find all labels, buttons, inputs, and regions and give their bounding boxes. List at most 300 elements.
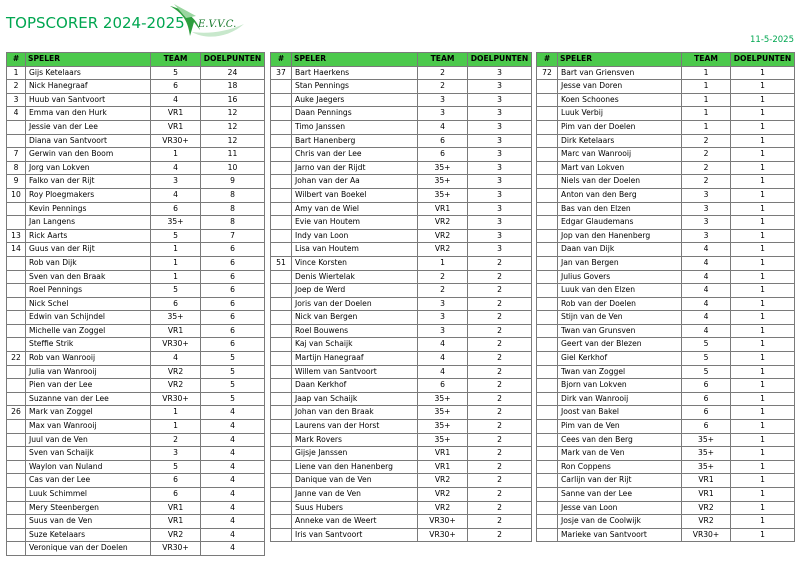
goals-cell: 1 xyxy=(731,229,795,243)
goals-cell: 1 xyxy=(731,515,795,529)
team-cell: 6 xyxy=(151,80,201,94)
goals-cell: 5 xyxy=(201,379,265,393)
goals-cell: 11 xyxy=(201,148,265,162)
goals-cell: 9 xyxy=(201,175,265,189)
goals-cell: 2 xyxy=(468,460,532,474)
table-row xyxy=(271,406,532,420)
rank-cell: 2 xyxy=(7,80,26,94)
player-name: Sven van Schaijk xyxy=(26,447,151,461)
goals-cell: 4 xyxy=(201,420,265,434)
goals-cell: 1 xyxy=(731,243,795,257)
team-cell: 6 xyxy=(418,379,468,393)
goals-cell: 4 xyxy=(201,501,265,515)
rank-cell xyxy=(7,460,26,474)
rank-cell: 4 xyxy=(7,107,26,121)
player-name: Daan van Dijk xyxy=(558,243,682,257)
team-cell: 2 xyxy=(682,175,731,189)
rank-cell xyxy=(537,93,558,107)
table-row xyxy=(537,229,795,243)
player-name: Giel Kerkhof xyxy=(558,352,682,366)
goals-cell: 1 xyxy=(731,365,795,379)
player-name: Rob van Wanrooij xyxy=(26,352,151,366)
player-name: Jesse van Doren xyxy=(558,80,682,94)
goals-cell: 1 xyxy=(731,488,795,502)
team-cell: VR2 xyxy=(682,501,731,515)
header-team: TEAM xyxy=(682,53,731,67)
team-cell: 1 xyxy=(682,93,731,107)
player-name: Edwin van Schijndel xyxy=(26,311,151,325)
table-row xyxy=(537,243,795,257)
team-cell: VR1 xyxy=(151,515,201,529)
goals-cell: 1 xyxy=(731,93,795,107)
player-name: Liene van den Hanenberg xyxy=(292,460,418,474)
player-name: Jop van den Hanenberg xyxy=(558,229,682,243)
goals-cell: 3 xyxy=(468,161,532,175)
table-row xyxy=(271,352,532,366)
rank-cell xyxy=(7,365,26,379)
player-name: Michelle van Zoggel xyxy=(26,324,151,338)
goals-cell: 4 xyxy=(201,488,265,502)
table-row xyxy=(537,202,795,216)
rank-cell xyxy=(271,379,292,393)
table-row xyxy=(271,161,532,175)
player-name: Jan van Bergen xyxy=(558,256,682,270)
player-name: Roel Pennings xyxy=(26,284,151,298)
rank-cell xyxy=(271,188,292,202)
table-row xyxy=(271,474,532,488)
rank-cell xyxy=(537,202,558,216)
player-name: Johan van den Braak xyxy=(292,406,418,420)
player-name: Waylon van Nuland xyxy=(26,460,151,474)
rank-cell xyxy=(7,202,26,216)
team-cell: 1 xyxy=(682,120,731,134)
team-cell: VR30+ xyxy=(418,528,468,542)
player-name: Chris van der Lee xyxy=(292,148,418,162)
team-cell: 35+ xyxy=(418,406,468,420)
team-cell: 3 xyxy=(682,229,731,243)
header-goals: DOELPUNTEN xyxy=(468,53,532,67)
player-name: Roel Bouwens xyxy=(292,324,418,338)
goals-cell: 2 xyxy=(468,406,532,420)
goals-cell: 6 xyxy=(201,297,265,311)
rank-cell xyxy=(271,161,292,175)
table-row xyxy=(271,447,532,461)
table-row xyxy=(7,324,265,338)
rank-cell xyxy=(537,433,558,447)
rank-cell xyxy=(271,134,292,148)
rank-cell xyxy=(7,447,26,461)
header-team: TEAM xyxy=(418,53,468,67)
table-row xyxy=(271,501,532,515)
player-name: Luuk Schimmel xyxy=(26,488,151,502)
table-row xyxy=(537,515,795,529)
scorer-table-3 xyxy=(536,52,795,542)
table-row xyxy=(537,148,795,162)
player-name: Lisa van Houtem xyxy=(292,243,418,257)
table-row xyxy=(271,392,532,406)
rank-cell xyxy=(537,120,558,134)
table-row xyxy=(537,379,795,393)
rank-cell: 13 xyxy=(7,229,26,243)
goals-cell: 6 xyxy=(201,324,265,338)
goals-cell: 2 xyxy=(468,379,532,393)
rank-cell xyxy=(7,256,26,270)
team-cell: 5 xyxy=(682,352,731,366)
rank-cell xyxy=(271,202,292,216)
table-row xyxy=(7,365,265,379)
goals-cell: 3 xyxy=(468,175,532,189)
table-row xyxy=(271,148,532,162)
goals-cell: 8 xyxy=(201,188,265,202)
goals-cell: 1 xyxy=(731,392,795,406)
goals-cell: 2 xyxy=(468,365,532,379)
team-cell: 35+ xyxy=(418,175,468,189)
player-name: Rob van der Doelen xyxy=(558,297,682,311)
table-row xyxy=(271,528,532,542)
table-row xyxy=(7,161,265,175)
team-cell: VR2 xyxy=(151,365,201,379)
goals-cell: 2 xyxy=(468,501,532,515)
team-cell: 1 xyxy=(151,148,201,162)
rank-cell: 7 xyxy=(7,148,26,162)
table-row xyxy=(271,216,532,230)
table-row xyxy=(7,542,265,556)
goals-cell: 1 xyxy=(731,188,795,202)
header-goals: DOELPUNTEN xyxy=(731,53,795,67)
player-name: Willem van Santvoort xyxy=(292,365,418,379)
goals-cell: 1 xyxy=(731,460,795,474)
goals-cell: 18 xyxy=(201,80,265,94)
table-row xyxy=(7,134,265,148)
goals-cell: 5 xyxy=(201,365,265,379)
table-row xyxy=(7,216,265,230)
player-name: Johan van der Aa xyxy=(292,175,418,189)
team-cell: VR1 xyxy=(418,202,468,216)
rank-cell xyxy=(7,297,26,311)
team-cell: 6 xyxy=(418,134,468,148)
table-row xyxy=(271,188,532,202)
team-cell: VR30+ xyxy=(151,134,201,148)
table-row xyxy=(7,515,265,529)
goals-cell: 4 xyxy=(201,433,265,447)
goals-cell: 3 xyxy=(468,107,532,121)
player-name: Bart Haerkens xyxy=(292,66,418,80)
goals-cell: 1 xyxy=(731,447,795,461)
player-name: Suzanne van der Lee xyxy=(26,392,151,406)
goals-cell: 4 xyxy=(201,460,265,474)
team-cell: VR2 xyxy=(151,379,201,393)
rank-cell xyxy=(537,352,558,366)
team-cell: 1 xyxy=(151,270,201,284)
player-name: Mark Rovers xyxy=(292,433,418,447)
goals-cell: 3 xyxy=(468,202,532,216)
table-row xyxy=(537,93,795,107)
player-name: Ron Coppens xyxy=(558,460,682,474)
rank-cell xyxy=(7,474,26,488)
player-name: Dirk Ketelaars xyxy=(558,134,682,148)
rank-cell: 37 xyxy=(271,66,292,80)
rank-cell xyxy=(271,460,292,474)
team-cell: 4 xyxy=(682,284,731,298)
table-row xyxy=(271,202,532,216)
rank-cell xyxy=(271,324,292,338)
goals-cell: 12 xyxy=(201,134,265,148)
rank-cell: 8 xyxy=(7,161,26,175)
goals-cell: 1 xyxy=(731,148,795,162)
team-cell: VR2 xyxy=(418,501,468,515)
team-cell: 4 xyxy=(682,270,731,284)
team-cell: VR30+ xyxy=(418,515,468,529)
rank-cell xyxy=(537,420,558,434)
rank-cell xyxy=(271,120,292,134)
rank-cell xyxy=(537,297,558,311)
team-cell: 1 xyxy=(682,107,731,121)
team-cell: 4 xyxy=(682,324,731,338)
rank-cell xyxy=(537,243,558,257)
goals-cell: 4 xyxy=(201,542,265,556)
team-cell: 3 xyxy=(418,324,468,338)
rank-cell xyxy=(271,515,292,529)
table-row xyxy=(271,120,532,134)
team-cell: VR2 xyxy=(418,243,468,257)
team-cell: 6 xyxy=(151,202,201,216)
table-row xyxy=(271,379,532,393)
rank-cell: 1 xyxy=(7,66,26,80)
team-cell: 4 xyxy=(682,297,731,311)
team-cell: VR30+ xyxy=(151,542,201,556)
goals-cell: 1 xyxy=(731,107,795,121)
player-name: Mark van de Ven xyxy=(558,447,682,461)
page-title: TOPSCORER 2024-2025 xyxy=(6,14,185,32)
player-name: Huub van Santvoort xyxy=(26,93,151,107)
goals-cell: 1 xyxy=(731,379,795,393)
goals-cell: 2 xyxy=(468,392,532,406)
table-row xyxy=(537,392,795,406)
team-cell: 3 xyxy=(418,107,468,121)
team-cell: VR1 xyxy=(682,474,731,488)
table-row xyxy=(271,311,532,325)
rank-cell xyxy=(7,392,26,406)
team-cell: VR1 xyxy=(151,120,201,134)
goals-cell: 3 xyxy=(468,66,532,80)
player-name: Steffie Strik xyxy=(26,338,151,352)
player-name: Kevin Pennings xyxy=(26,202,151,216)
rank-cell xyxy=(537,284,558,298)
goals-cell: 3 xyxy=(468,229,532,243)
player-name: Cees van den Berg xyxy=(558,433,682,447)
rank-cell xyxy=(537,365,558,379)
rank-cell xyxy=(537,501,558,515)
team-cell: 4 xyxy=(151,188,201,202)
team-cell: 1 xyxy=(682,80,731,94)
team-cell: VR2 xyxy=(418,474,468,488)
player-name: Laurens van der Horst xyxy=(292,420,418,434)
goals-cell: 1 xyxy=(731,161,795,175)
header-rank: # xyxy=(7,53,26,67)
team-cell: 35+ xyxy=(418,420,468,434)
rank-cell xyxy=(271,311,292,325)
team-cell: 2 xyxy=(682,161,731,175)
team-cell: 1 xyxy=(418,256,468,270)
table-row xyxy=(537,66,795,80)
team-cell: 2 xyxy=(682,148,731,162)
rank-cell xyxy=(271,93,292,107)
table-row xyxy=(537,447,795,461)
player-name: Pim van de Ven xyxy=(558,420,682,434)
player-name: Mart van Lokven xyxy=(558,161,682,175)
team-cell: VR2 xyxy=(418,229,468,243)
goals-cell: 12 xyxy=(201,120,265,134)
rank-cell xyxy=(271,352,292,366)
team-cell: 3 xyxy=(682,216,731,230)
goals-cell: 2 xyxy=(468,270,532,284)
table-row xyxy=(271,297,532,311)
table-row xyxy=(271,107,532,121)
goals-cell: 3 xyxy=(468,120,532,134)
header-player: SPELER xyxy=(292,53,418,67)
rank-cell xyxy=(7,379,26,393)
goals-cell: 2 xyxy=(468,420,532,434)
team-cell: 35+ xyxy=(418,433,468,447)
table-row xyxy=(537,256,795,270)
table-row xyxy=(7,243,265,257)
rank-cell xyxy=(537,80,558,94)
table-row xyxy=(537,338,795,352)
rank-cell xyxy=(537,406,558,420)
team-cell: VR2 xyxy=(418,488,468,502)
goals-cell: 1 xyxy=(731,324,795,338)
goals-cell: 1 xyxy=(731,433,795,447)
team-cell: VR30+ xyxy=(151,338,201,352)
goals-cell: 1 xyxy=(731,66,795,80)
player-name: Pim van der Doelen xyxy=(558,120,682,134)
table-row xyxy=(7,501,265,515)
team-cell: 35+ xyxy=(682,447,731,461)
scorer-table-2 xyxy=(270,52,532,542)
team-cell: 2 xyxy=(418,66,468,80)
rank-cell xyxy=(7,528,26,542)
rank-cell: 51 xyxy=(271,256,292,270)
rank-cell xyxy=(271,501,292,515)
table-row xyxy=(7,284,265,298)
team-cell: 35+ xyxy=(682,433,731,447)
team-cell: 5 xyxy=(151,460,201,474)
table-row xyxy=(537,488,795,502)
logo-text: E.V.V.C. xyxy=(198,19,237,30)
club-logo xyxy=(166,2,248,46)
team-cell: 35+ xyxy=(418,392,468,406)
table-row xyxy=(271,175,532,189)
rank-cell xyxy=(7,120,26,134)
team-cell: 35+ xyxy=(418,188,468,202)
goals-cell: 3 xyxy=(468,188,532,202)
table-row xyxy=(7,80,265,94)
header-rank: # xyxy=(537,53,558,67)
team-cell: 1 xyxy=(151,406,201,420)
team-cell: VR2 xyxy=(418,216,468,230)
goals-cell: 3 xyxy=(468,134,532,148)
team-cell: VR1 xyxy=(418,460,468,474)
team-cell: 6 xyxy=(151,297,201,311)
player-name: Anton van den Berg xyxy=(558,188,682,202)
rank-cell xyxy=(7,216,26,230)
team-cell: VR1 xyxy=(418,447,468,461)
team-cell: 6 xyxy=(151,474,201,488)
player-name: Denis Wiertelak xyxy=(292,270,418,284)
rank-cell xyxy=(271,433,292,447)
table-row xyxy=(7,175,265,189)
player-name: Gerwin van den Boom xyxy=(26,148,151,162)
team-cell: 4 xyxy=(418,338,468,352)
header-team: TEAM xyxy=(151,53,201,67)
player-name: Juul van de Ven xyxy=(26,433,151,447)
goals-cell: 1 xyxy=(731,175,795,189)
rank-cell xyxy=(271,284,292,298)
rank-cell xyxy=(7,324,26,338)
player-name: Suze Ketelaars xyxy=(26,528,151,542)
player-name: Iris van Santvoort xyxy=(292,528,418,542)
rank-cell xyxy=(271,243,292,257)
rank-cell xyxy=(537,324,558,338)
rank-cell xyxy=(7,433,26,447)
table-row xyxy=(7,256,265,270)
player-name: Jesse van Loon xyxy=(558,501,682,515)
table-row xyxy=(7,460,265,474)
table-row xyxy=(7,311,265,325)
rank-cell xyxy=(537,488,558,502)
table-row xyxy=(271,256,532,270)
table-row xyxy=(7,420,265,434)
table-row xyxy=(7,379,265,393)
rank-cell xyxy=(537,229,558,243)
rank-cell xyxy=(271,420,292,434)
table-row xyxy=(7,188,265,202)
team-cell: 4 xyxy=(682,311,731,325)
table-row xyxy=(7,352,265,366)
rank-cell xyxy=(537,392,558,406)
goals-cell: 1 xyxy=(731,528,795,542)
player-name: Timo Janssen xyxy=(292,120,418,134)
goals-cell: 5 xyxy=(201,392,265,406)
player-name: Geert van der Blezen xyxy=(558,338,682,352)
table-row xyxy=(271,365,532,379)
player-name: Veronique van der Doelen xyxy=(26,542,151,556)
goals-cell: 2 xyxy=(468,515,532,529)
table-row xyxy=(7,338,265,352)
rank-cell xyxy=(537,447,558,461)
table-row xyxy=(7,107,265,121)
team-cell: 3 xyxy=(682,188,731,202)
table-row xyxy=(7,447,265,461)
player-name: Sven van den Braak xyxy=(26,270,151,284)
player-name: Mark van Zoggel xyxy=(26,406,151,420)
team-cell: 4 xyxy=(682,256,731,270)
rank-cell xyxy=(271,216,292,230)
table-row xyxy=(537,406,795,420)
goals-cell: 1 xyxy=(731,352,795,366)
goals-cell: 6 xyxy=(201,311,265,325)
team-cell: 1 xyxy=(682,66,731,80)
table-row xyxy=(271,460,532,474)
player-name: Indy van Loon xyxy=(292,229,418,243)
table-row xyxy=(537,365,795,379)
player-name: Bas van den Elzen xyxy=(558,202,682,216)
goals-cell: 1 xyxy=(731,297,795,311)
table-row xyxy=(537,324,795,338)
rank-cell xyxy=(537,338,558,352)
goals-cell: 1 xyxy=(731,474,795,488)
goals-cell: 1 xyxy=(731,256,795,270)
